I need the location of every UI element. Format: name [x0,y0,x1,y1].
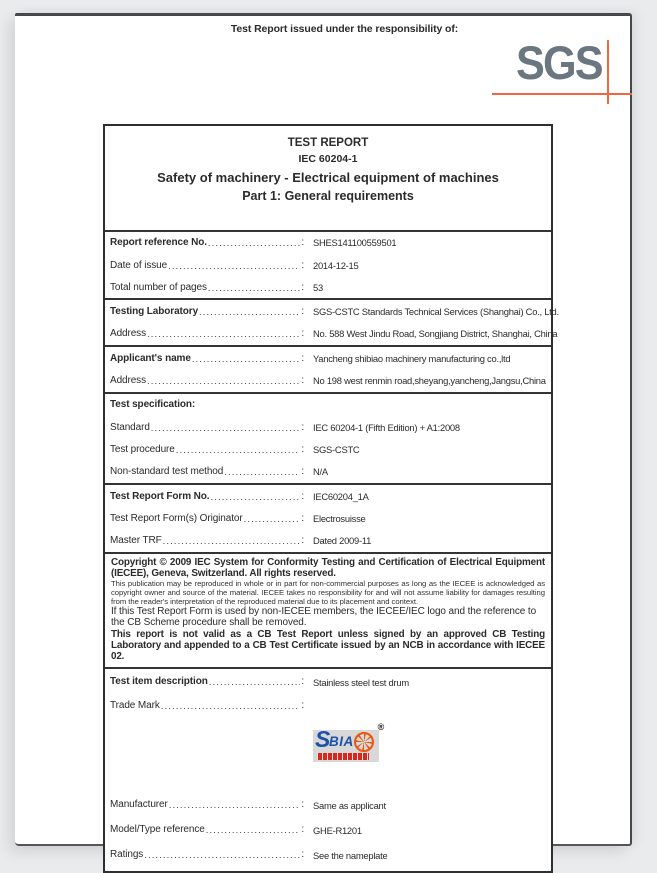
table-row [105,347,551,369]
row-value: Yancheng shibiao machinery manufacturing co.,ltd [313,352,511,364]
row-value: No. 588 West Jindu Road, Songjiang District, Shanghai, China [313,328,558,340]
table-row [105,232,551,254]
dot-leader [147,329,300,340]
copyright-section [105,552,551,667]
row-label [110,444,304,455]
label-colon: : [301,798,304,810]
title-line: Part 1: General requirements [242,189,414,204]
row-value: IEC 60204-1 (Fifth Edition) + A1:2008 [313,421,460,433]
row-label-text: Test procedure [110,443,175,455]
dot-leader [209,677,301,688]
row-label-text: Address [110,375,146,387]
row-label [110,824,304,835]
row-label-text: Manufacturer [110,798,168,810]
row-label-text: Testing Laboratory [110,306,199,318]
table-section [105,230,551,299]
row-label [110,849,304,860]
table-row [105,394,551,416]
label-colon: : [301,328,304,340]
sgs-crosshair-vertical-line [607,40,609,104]
dot-leader [208,283,300,294]
trademark-text: BIA [329,733,354,749]
label-colon: : [301,699,304,711]
row-value: Electrosuisse [313,512,366,524]
dot-leader [244,514,301,525]
dot-leader [161,701,301,712]
row-label [110,306,304,317]
row-label [110,491,304,502]
dot-leader [144,850,300,861]
row-value: SHES141100559501 [313,237,397,249]
label-colon: : [301,675,304,687]
title-line: IEC 60204-1 [298,153,358,166]
label-colon: : [301,443,304,455]
trademark-logo [313,721,384,762]
row-value: See the nameplate [313,850,388,862]
row-value: Same as applicant [313,800,386,812]
table-row [105,529,551,551]
row-value: Dated 2009-11 [313,535,372,547]
table-row [105,792,551,817]
row-label-text: Ratings [110,848,144,860]
table-row [105,300,559,322]
title-line: TEST REPORT [287,137,369,149]
copyright-paragraph: This report is not valid as a CB Test Report unless signed by an approved CB Testing Laboratory and appended to a CB Test Certificate issued by an NCB in accordance with IECEE 02. [111,628,545,662]
row-label-text: Report reference No. [110,237,207,249]
row-label-text: Master TRF [110,535,162,547]
table-row [105,669,551,694]
row-label [110,260,304,271]
row-label [110,399,195,410]
row-label-text: Applicant's name [110,352,191,364]
copyright-paragraph: Copyright © 2009 IEC System for Conformity Testing and Certification of Electrical Equipment (IECEE), Geneva, Switzerland. All rights reserved. [111,556,545,579]
trademark-wheel-icon [354,732,374,752]
row-label [110,676,304,687]
dot-leader [151,423,301,434]
row-label [110,375,304,386]
row-value: GHE-R1201 [313,825,362,837]
table-row [105,485,551,507]
table-row [105,507,551,529]
table-row [105,323,558,345]
row-label-text: Total number of pages [110,281,207,293]
table-section [105,667,551,871]
dot-leader [176,445,301,456]
table-section [105,298,559,345]
dot-leader [208,238,300,249]
row-value: N/A [313,466,328,478]
dot-leader [169,800,301,811]
label-colon: : [301,375,304,387]
label-colon: : [301,281,304,293]
dot-leader [168,261,300,272]
label-colon: : [301,512,304,524]
row-value: SGS-CSTC Standards Technical Services (Shanghai) Co., Ltd. [313,306,559,318]
row-label-text: Address [110,328,146,340]
report-table [103,124,559,873]
label-colon: : [301,421,304,433]
table-row [105,416,551,438]
row-label [110,422,304,433]
row-value: 53 [313,281,323,293]
dot-leader [224,467,300,478]
row-label-text: Model/Type reference [110,823,205,835]
table-row [105,438,551,460]
sgs-crosshair-horizontal-line [492,93,632,95]
row-label [110,513,304,524]
row-label [110,466,304,477]
label-colon: : [301,848,304,860]
table-section [105,483,551,552]
table-row [105,254,551,276]
label-colon: : [301,490,304,502]
registered-mark: ® [377,721,384,732]
table-row [105,817,551,842]
row-value: SGS-CSTC [313,443,360,455]
responsibility-note: Test Report issued under the responsibility of: [230,23,459,35]
label-colon: : [301,466,304,478]
report-page [15,13,632,862]
sgs-logo-text: SGS [516,36,602,89]
row-label [110,328,304,339]
row-label [110,799,304,810]
dot-leader [211,492,301,503]
title-line: Safety of machinery - Electrical equipment of machines [157,170,499,186]
row-label-text: Test Report Form(s) Originator [110,512,243,524]
dot-leader [163,536,301,547]
table-row [105,694,551,792]
dot-leader [147,376,300,387]
row-label [110,694,304,711]
row-label-text: Standard [110,421,150,433]
label-colon: : [301,352,304,364]
row-value: Stainless steel test drum [313,677,409,689]
dot-leader [199,307,300,318]
label-colon: : [301,259,304,271]
row-value: 2014-12-15 [313,259,359,271]
row-value: IEC60204_1A [313,490,369,502]
row-label-text: Date of issue [110,259,168,271]
trademark-chinese-strip [317,753,369,760]
title-block [105,126,551,230]
row-label [110,535,304,546]
row-label [110,282,304,293]
sgs-logo [15,16,630,126]
copyright-paragraph: This publication may be reproduced in whole or in part for non-commercial purposes as long as the IECEE is acknowledged as copyright owner and source of the material. IECEE takes no responsibility for and will not assume liability for damages resulting from the reader's interpretation of the reproduced material due to its placement and context. [111,578,545,607]
label-colon: : [301,237,304,249]
label-colon: : [301,306,304,318]
label-colon: : [301,823,304,835]
dot-leader [192,354,301,365]
row-label-text: Test item description [110,675,208,687]
trademark-text-initial: S [315,725,331,752]
row-label [110,237,304,248]
dot-leader [206,825,301,836]
row-value: No 198 west renmin road,sheyang,yancheng,Jangsu,China [313,375,546,387]
table-row [105,276,551,298]
row-label-text: Test Report Form No. [110,490,210,502]
table-row [105,369,551,391]
row-label-text: Test specification: [110,399,196,411]
row-label-text: Non-standard test method [110,466,224,478]
copyright-paragraph: If this Test Report Form is used by non-IECEE members, the IECEE/IEC logo and the reference to the CB Scheme procedure shall be removed. [111,606,537,629]
row-label-text: Trade Mark [110,699,160,711]
row-value [304,694,546,762]
table-row [105,461,551,483]
table-section [105,392,551,483]
label-colon: : [301,535,304,547]
row-label [110,353,304,364]
table-row [105,842,551,867]
table-section [105,345,551,392]
